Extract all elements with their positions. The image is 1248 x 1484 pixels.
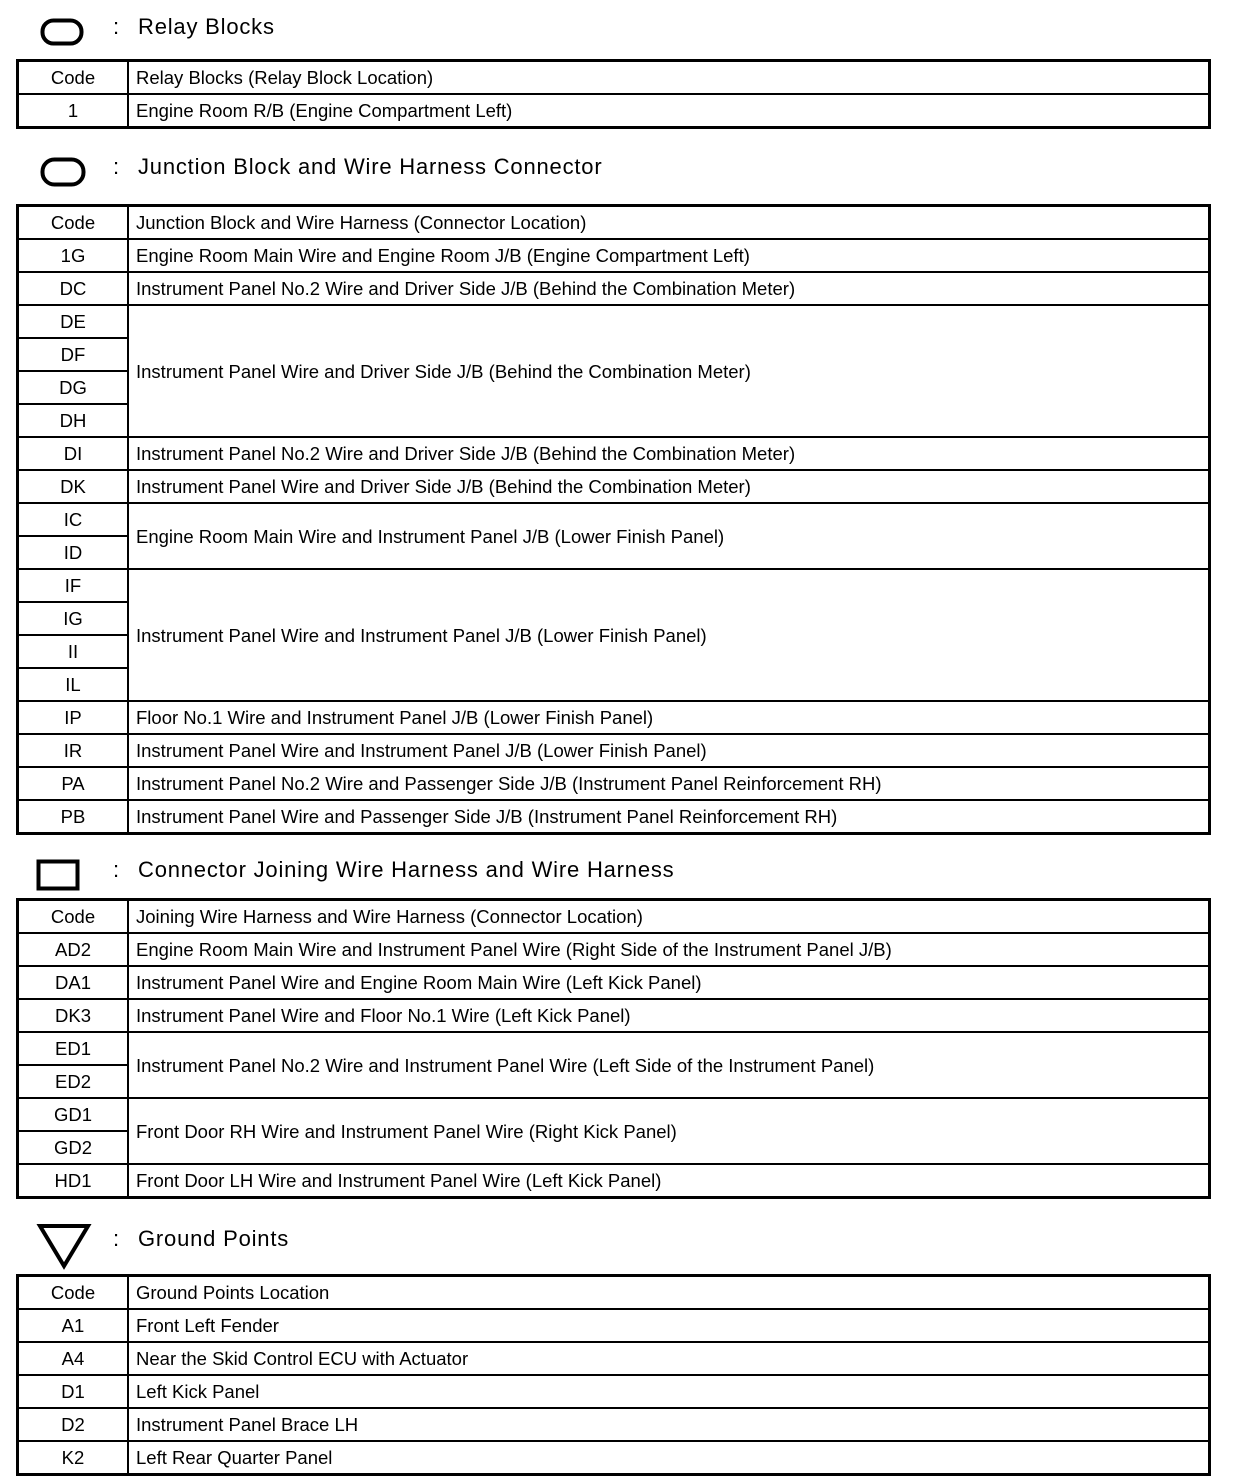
code-cell: HD1 [18,1164,129,1198]
code-cell: IR [18,734,129,767]
rounded-rect-icon [40,157,86,187]
desc-cell: Instrument Panel Wire and Floor No.1 Wire (Left Kick Panel) [128,999,1210,1032]
section-title: Relay Blocks [138,14,275,39]
desc-cell: Engine Room Main Wire and Instrument Panel Wire (Right Side of the Instrument Panel J/B) [128,933,1210,966]
triangle-down-icon [36,1222,92,1270]
desc-cell: Instrument Panel Wire and Passenger Side J/B (Instrument Panel Reinforcement RH) [128,800,1210,834]
section-header [0,1218,1248,1262]
desc-cell: Near the Skid Control ECU with Actuator [128,1342,1210,1375]
table-row [18,1098,1210,1131]
desc-cell: Instrument Panel Wire and Instrument Panel J/B (Lower Finish Panel) [128,734,1210,767]
code-cell: ID [18,536,129,569]
column-header-code: Code [18,900,129,934]
column-header-desc: Ground Points Location [128,1276,1210,1310]
table-header-row [18,61,1210,95]
code-cell: GD2 [18,1131,129,1164]
section-title: Connector Joining Wire Harness and Wire Harness [138,857,675,882]
desc-cell: Instrument Panel Brace LH [128,1408,1210,1441]
code-cell: 1G [18,239,129,272]
table-row [18,305,1210,338]
desc-cell: Instrument Panel No.2 Wire and Instrument Panel Wire (Left Side of the Instrument Panel) [128,1032,1210,1098]
code-cell: II [18,635,129,668]
code-cell: IF [18,569,129,602]
code-cell: ED2 [18,1065,129,1098]
table-row [18,503,1210,536]
table-header-row [18,1276,1210,1310]
table-row [18,966,1210,999]
desc-cell: Front Door LH Wire and Instrument Panel Wire (Left Kick Panel) [128,1164,1210,1198]
column-header-code: Code [18,61,129,95]
code-table [16,898,1211,1199]
desc-cell: Instrument Panel No.2 Wire and Passenger Side J/B (Instrument Panel Reinforcement RH) [128,767,1210,800]
code-table [16,59,1211,129]
code-cell: DK3 [18,999,129,1032]
table-row [18,1164,1210,1198]
table-row [18,569,1210,602]
column-header-desc: Joining Wire Harness and Wire Harness (Connector Location) [128,900,1210,934]
section-title: Ground Points [138,1226,290,1251]
code-cell: A1 [18,1309,129,1342]
section-header [0,850,1248,894]
section-junction-block [0,148,1248,827]
table-row [18,933,1210,966]
rounded-rect-icon [40,18,84,46]
code-cell: DC [18,272,129,305]
code-table [16,1274,1211,1476]
table-row [18,701,1210,734]
code-cell: 1 [18,94,129,128]
table-row [18,1375,1210,1408]
desc-cell: Engine Room Main Wire and Engine Room J/B (Engine Compartment Left) [128,239,1210,272]
column-header-code: Code [18,1276,129,1310]
code-cell: D2 [18,1408,129,1441]
section-title: Junction Block and Wire Harness Connector [138,154,603,179]
code-cell: DG [18,371,129,404]
code-table [16,204,1211,835]
code-cell: PB [18,800,129,834]
column-header-desc: Junction Block and Wire Harness (Connector Location) [128,206,1210,240]
code-cell: DE [18,305,129,338]
table-row [18,1408,1210,1441]
code-cell: IG [18,602,129,635]
table-row [18,272,1210,305]
table-row [18,470,1210,503]
code-cell: DF [18,338,129,371]
desc-cell: Instrument Panel No.2 Wire and Driver Side J/B (Behind the Combination Meter) [128,272,1210,305]
code-cell: DH [18,404,129,437]
section-header [0,8,1248,52]
desc-cell: Front Door RH Wire and Instrument Panel Wire (Right Kick Panel) [128,1098,1210,1164]
code-cell: PA [18,767,129,800]
code-cell: IC [18,503,129,536]
table-row [18,437,1210,470]
table-row [18,767,1210,800]
column-header-code: Code [18,206,129,240]
section-header [0,148,1248,192]
section-ground-points [0,1218,1248,1468]
code-cell: AD2 [18,933,129,966]
desc-cell: Engine Room R/B (Engine Compartment Left) [128,94,1210,128]
desc-cell: Instrument Panel No.2 Wire and Driver Side J/B (Behind the Combination Meter) [128,437,1210,470]
table-header-row [18,900,1210,934]
table-row [18,1032,1210,1065]
code-cell: ED1 [18,1032,129,1065]
table-row [18,800,1210,834]
code-cell: D1 [18,1375,129,1408]
code-cell: GD1 [18,1098,129,1131]
code-cell: DI [18,437,129,470]
desc-cell: Engine Room Main Wire and Instrument Panel J/B (Lower Finish Panel) [128,503,1210,569]
colon: : [113,154,120,179]
desc-cell: Floor No.1 Wire and Instrument Panel J/B (Lower Finish Panel) [128,701,1210,734]
code-cell: IL [18,668,129,701]
code-cell: DK [18,470,129,503]
table-row [18,1441,1210,1475]
desc-cell: Left Rear Quarter Panel [128,1441,1210,1475]
colon: : [113,14,120,39]
column-header-desc: Relay Blocks (Relay Block Location) [128,61,1210,95]
table-row [18,734,1210,767]
desc-cell: Instrument Panel Wire and Driver Side J/B (Behind the Combination Meter) [128,470,1210,503]
table-row [18,1342,1210,1375]
desc-cell: Front Left Fender [128,1309,1210,1342]
desc-cell: Instrument Panel Wire and Instrument Panel J/B (Lower Finish Panel) [128,569,1210,701]
colon: : [113,1226,120,1251]
code-cell: K2 [18,1441,129,1475]
desc-cell: Instrument Panel Wire and Engine Room Main Wire (Left Kick Panel) [128,966,1210,999]
square-icon [36,859,80,891]
section-connector-joining [0,850,1248,1191]
table-row [18,239,1210,272]
code-cell: IP [18,701,129,734]
code-cell: DA1 [18,966,129,999]
section-relay-blocks [0,8,1248,121]
table-row [18,94,1210,128]
colon: : [113,857,120,882]
table-row [18,1309,1210,1342]
table-row [18,999,1210,1032]
desc-cell: Instrument Panel Wire and Driver Side J/B (Behind the Combination Meter) [128,305,1210,437]
table-header-row [18,206,1210,240]
code-cell: A4 [18,1342,129,1375]
desc-cell: Left Kick Panel [128,1375,1210,1408]
